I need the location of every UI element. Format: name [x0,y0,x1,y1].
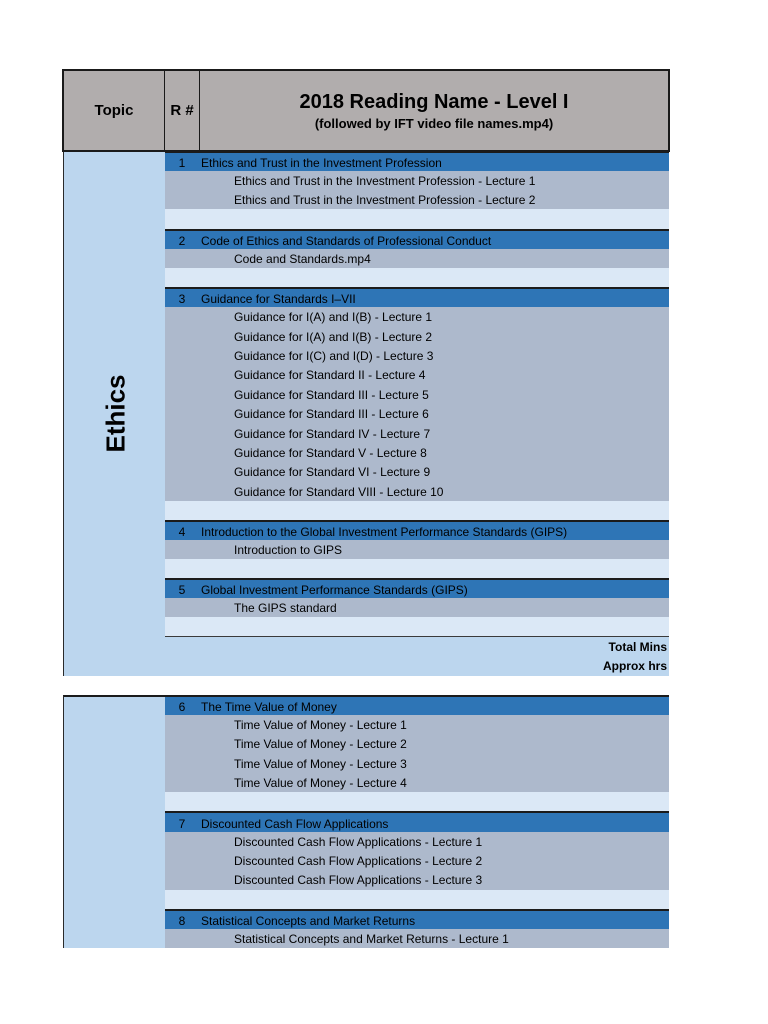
lecture-row[interactable] [165,424,669,443]
approx-hrs-label: Approx hrs [602,659,667,673]
topic-label-ethics: Ethics [100,373,131,453]
lecture-label: The GIPS standard [234,600,337,615]
lecture-row[interactable] [165,327,669,346]
lecture-label: Guidance for Standard V - Lecture 8 [234,445,427,460]
approx-hrs-row [165,656,669,676]
lecture-label: Discounted Cash Flow Applications - Lecture 2 [234,853,483,868]
lecture-row[interactable] [165,462,669,482]
reading-row[interactable] [165,811,669,834]
reading-title: Guidance for Standards I–VII [201,292,356,306]
lecture-row[interactable] [165,404,669,424]
lecture-label: Time Value of Money - Lecture 1 [234,717,407,732]
total-mins-row [165,636,669,657]
spacer-row [165,890,669,909]
lecture-row[interactable] [165,870,669,890]
header-topic-label: Topic [94,102,134,119]
lecture-row[interactable] [165,832,669,851]
topic-cell-next [63,695,166,948]
lecture-row[interactable] [165,307,669,327]
reading-number: 4 [178,525,186,539]
lecture-label: Guidance for Standard IV - Lecture 7 [234,426,431,441]
reading-row[interactable] [165,520,669,542]
reading-row[interactable] [165,909,669,931]
lecture-label: Statistical Concepts and Market Returns - Lecture 1 [234,931,509,946]
reading-row[interactable] [165,151,669,173]
lecture-label: Guidance for Standard III - Lecture 6 [234,407,429,421]
reading-title: Introduction to the Global Investment Performance Standards (GIPS) [201,525,568,539]
reading-title: Statistical Concepts and Market Returns [201,914,416,928]
lecture-row[interactable] [165,385,669,404]
lecture-label: Time Value of Money - Lecture 4 [234,775,407,790]
page-subtitle: (followed by IFT video file names.mp4) [314,115,554,131]
spacer-row [165,209,669,229]
lecture-label: Code and Standards.mp4 [234,251,371,266]
lecture-row[interactable] [165,773,669,792]
total-mins-label: Total Mins [608,640,667,654]
lecture-row[interactable] [165,443,669,462]
lecture-label: Time Value of Money - Lecture 3 [234,756,407,771]
lecture-row[interactable] [165,482,669,501]
lecture-label: Time Value of Money - Lecture 2 [234,737,407,751]
reading-title: The Time Value of Money [201,700,337,714]
reading-row[interactable] [165,695,669,717]
lecture-row[interactable] [165,171,669,190]
reading-number: 3 [178,292,186,306]
lecture-row[interactable] [165,365,669,385]
reading-title: Global Investment Performance Standards (GIPS) [201,583,468,597]
lecture-label: Guidance for I(C) and I(D) - Lecture 3 [234,348,434,363]
reading-title: Discounted Cash Flow Applications [201,816,389,831]
lecture-row[interactable] [165,715,669,734]
lecture-label: Discounted Cash Flow Applications - Lecture 1 [234,834,483,849]
reading-row[interactable] [165,229,669,251]
spacer-row [165,792,669,812]
header-rnum-label: R # [170,102,194,119]
spacer-row [165,268,669,288]
lecture-row[interactable] [165,598,669,617]
lecture-label: Introduction to GIPS [234,542,343,557]
reading-number: 5 [178,583,186,597]
page-title: 2018 Reading Name - Level I [299,90,569,113]
lecture-row[interactable] [165,754,669,773]
lecture-label: Guidance for Standard VI - Lecture 9 [234,465,431,479]
spacer-row [165,617,669,636]
lecture-row[interactable] [165,851,669,870]
lecture-label: Discounted Cash Flow Applications - Lecture 3 [234,873,483,887]
lecture-row[interactable] [165,929,669,948]
reading-title: Ethics and Trust in the Investment Profession [201,156,442,170]
reading-number: 1 [178,156,186,170]
header-title-cell [200,70,668,151]
lecture-label: Guidance for Standard VIII - Lecture 10 [234,484,444,499]
spacer-row [165,501,669,520]
reading-number: 8 [178,914,186,928]
spacer-row [165,559,669,578]
reading-number: 7 [178,816,186,831]
lecture-row[interactable] [165,249,669,268]
lecture-label: Ethics and Trust in the Investment Profession - Lecture 1 [234,173,536,188]
reading-number: 2 [178,234,186,248]
lecture-label: Guidance for Standard II - Lecture 4 [234,368,426,382]
header-rnum [165,70,199,151]
lecture-label: Ethics and Trust in the Investment Profession - Lecture 2 [234,192,536,207]
lecture-label: Guidance for I(A) and I(B) - Lecture 1 [234,310,433,324]
lecture-label: Guidance for Standard III - Lecture 5 [234,387,429,402]
reading-row[interactable] [165,287,669,309]
lecture-row[interactable] [165,346,669,365]
lecture-row[interactable] [165,190,669,209]
reading-row[interactable] [165,578,669,600]
reading-number: 6 [178,700,186,714]
lecture-row[interactable] [165,734,669,754]
reading-title: Code of Ethics and Standards of Professional Conduct [201,234,492,248]
header-topic [64,70,164,151]
lecture-row[interactable] [165,540,669,559]
lecture-label: Guidance for I(A) and I(B) - Lecture 2 [234,329,433,344]
